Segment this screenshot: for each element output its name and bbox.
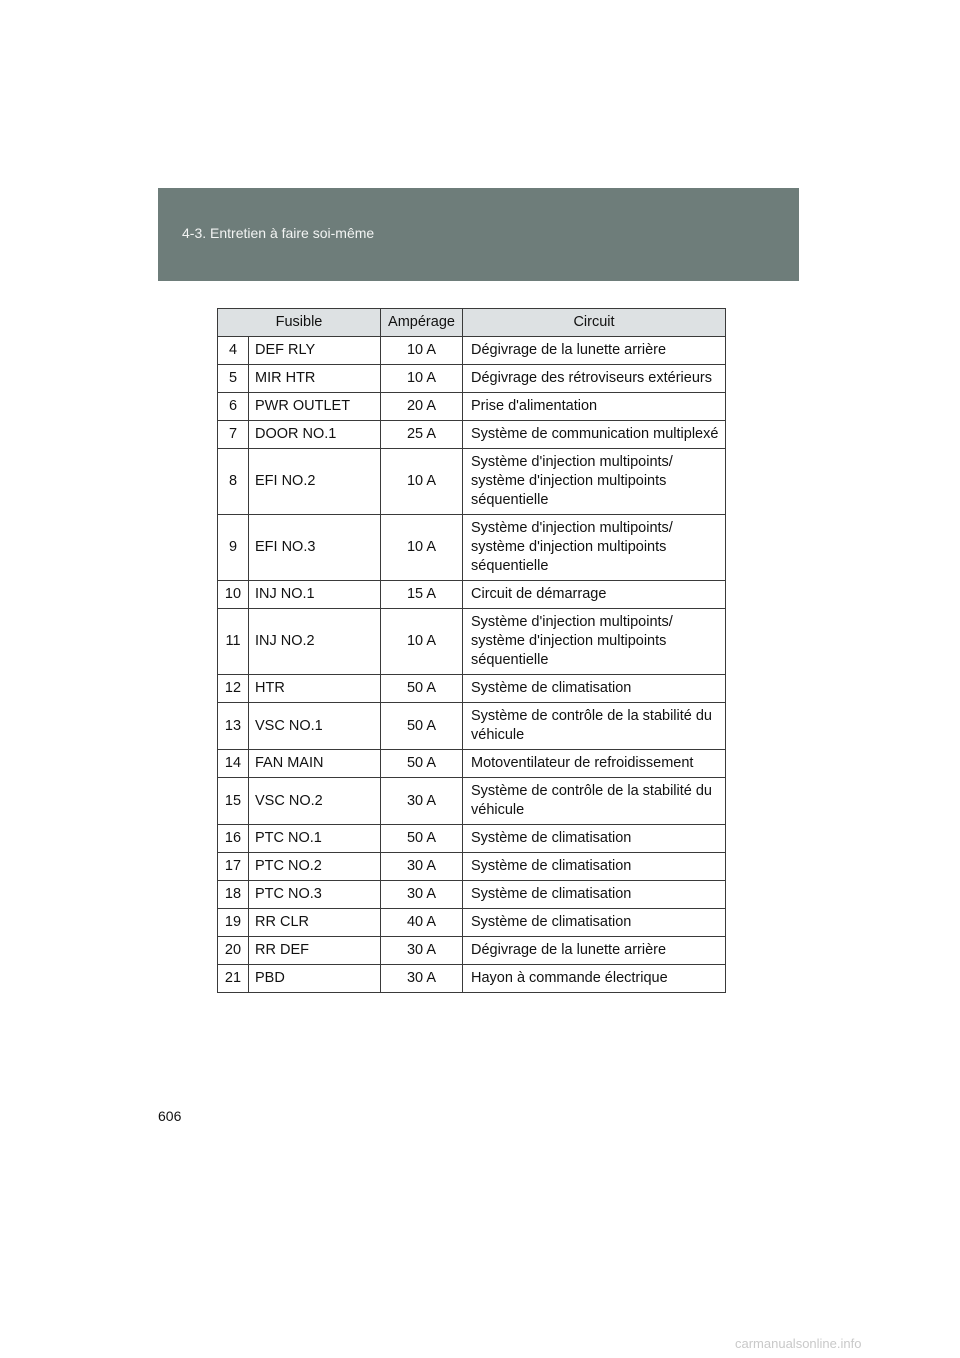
table-row	[218, 421, 726, 449]
fuse-circuit: Système de climatisation	[463, 909, 726, 937]
fuse-amperage: 10 A	[381, 515, 463, 581]
table-row	[218, 825, 726, 853]
table-row	[218, 937, 726, 965]
fuse-circuit: Dégivrage des rétroviseurs extérieurs	[463, 365, 726, 393]
fuse-number: 5	[218, 365, 249, 393]
fuse-amperage: 30 A	[381, 853, 463, 881]
table-row	[218, 853, 726, 881]
fuse-circuit: Système d'injection multipoints/ système d'injection multipoints séquentielle	[463, 449, 726, 515]
fuse-number: 14	[218, 750, 249, 778]
header-fuse: Fusible	[218, 309, 381, 337]
fuse-amperage: 30 A	[381, 937, 463, 965]
table-header-row	[218, 309, 726, 337]
header-amperage: Ampérage	[381, 309, 463, 337]
fuse-number: 4	[218, 337, 249, 365]
fuse-amperage: 30 A	[381, 881, 463, 909]
fuse-number: 9	[218, 515, 249, 581]
table-row	[218, 675, 726, 703]
fuse-amperage: 10 A	[381, 365, 463, 393]
fuse-number: 8	[218, 449, 249, 515]
fuse-name: RR DEF	[249, 937, 381, 965]
fuse-circuit: Système d'injection multipoints/ système d'injection multipoints séquentielle	[463, 609, 726, 675]
fuse-name: PTC NO.2	[249, 853, 381, 881]
watermark: carmanualsonline.info	[735, 1336, 862, 1351]
fuse-amperage: 10 A	[381, 337, 463, 365]
page-number: 606	[158, 1108, 182, 1124]
table-row	[218, 581, 726, 609]
table-row	[218, 337, 726, 365]
table-row	[218, 703, 726, 750]
fuse-name: INJ NO.2	[249, 609, 381, 675]
fuse-circuit: Prise d'alimentation	[463, 393, 726, 421]
header-circuit: Circuit	[463, 309, 726, 337]
fuse-amperage: 50 A	[381, 675, 463, 703]
fuse-number: 21	[218, 965, 249, 993]
fuse-name: VSC NO.1	[249, 703, 381, 750]
fuse-circuit: Dégivrage de la lunette arrière	[463, 937, 726, 965]
fuse-amperage: 50 A	[381, 703, 463, 750]
fuse-name: EFI NO.3	[249, 515, 381, 581]
fuse-circuit: Système de contrôle de la stabilité du véhicule	[463, 778, 726, 825]
section-title: 4-3. Entretien à faire soi-même	[182, 225, 375, 241]
fuse-amperage: 15 A	[381, 581, 463, 609]
fuse-circuit: Système de climatisation	[463, 825, 726, 853]
table-row	[218, 393, 726, 421]
fuse-name: DEF RLY	[249, 337, 381, 365]
fuse-name: HTR	[249, 675, 381, 703]
fuse-circuit: Système de climatisation	[463, 881, 726, 909]
fuse-name: PBD	[249, 965, 381, 993]
fuse-name: MIR HTR	[249, 365, 381, 393]
fuse-circuit: Dégivrage de la lunette arrière	[463, 337, 726, 365]
fuse-circuit: Système de contrôle de la stabilité du véhicule	[463, 703, 726, 750]
fuse-number: 7	[218, 421, 249, 449]
fuse-number: 18	[218, 881, 249, 909]
fuse-circuit: Système d'injection multipoints/ système d'injection multipoints séquentielle	[463, 515, 726, 581]
fuse-number: 15	[218, 778, 249, 825]
fuse-circuit: Circuit de démarrage	[463, 581, 726, 609]
fuse-amperage: 10 A	[381, 609, 463, 675]
fuse-amperage: 20 A	[381, 393, 463, 421]
fuse-amperage: 50 A	[381, 750, 463, 778]
table-row	[218, 515, 726, 581]
fuse-amperage: 30 A	[381, 965, 463, 993]
fuse-number: 12	[218, 675, 249, 703]
table-row	[218, 965, 726, 993]
fuse-circuit: Système de communication multiplexé	[463, 421, 726, 449]
fuse-name: PWR OUTLET	[249, 393, 381, 421]
table-row	[218, 449, 726, 515]
fuse-amperage: 40 A	[381, 909, 463, 937]
table-row	[218, 609, 726, 675]
fuse-name: PTC NO.1	[249, 825, 381, 853]
fuse-amperage: 25 A	[381, 421, 463, 449]
fuse-amperage: 50 A	[381, 825, 463, 853]
fuse-name: FAN MAIN	[249, 750, 381, 778]
fuse-amperage: 30 A	[381, 778, 463, 825]
fuse-table	[217, 308, 726, 993]
fuse-number: 10	[218, 581, 249, 609]
fuse-name: EFI NO.2	[249, 449, 381, 515]
fuse-circuit: Système de climatisation	[463, 853, 726, 881]
fuse-number: 11	[218, 609, 249, 675]
fuse-name: INJ NO.1	[249, 581, 381, 609]
fuse-number: 6	[218, 393, 249, 421]
table-row	[218, 881, 726, 909]
table-row	[218, 778, 726, 825]
fuse-circuit: Système de climatisation	[463, 675, 726, 703]
table-row	[218, 750, 726, 778]
section-header-band	[158, 188, 799, 281]
fuse-amperage: 10 A	[381, 449, 463, 515]
fuse-circuit: Motoventilateur de refroidissement	[463, 750, 726, 778]
fuse-number: 17	[218, 853, 249, 881]
fuse-name: RR CLR	[249, 909, 381, 937]
fuse-number: 13	[218, 703, 249, 750]
fuse-name: PTC NO.3	[249, 881, 381, 909]
fuse-number: 16	[218, 825, 249, 853]
table-row	[218, 365, 726, 393]
fuse-number: 20	[218, 937, 249, 965]
fuse-name: VSC NO.2	[249, 778, 381, 825]
fuse-circuit: Hayon à commande électrique	[463, 965, 726, 993]
fuse-number: 19	[218, 909, 249, 937]
table-row	[218, 909, 726, 937]
fuse-name: DOOR NO.1	[249, 421, 381, 449]
